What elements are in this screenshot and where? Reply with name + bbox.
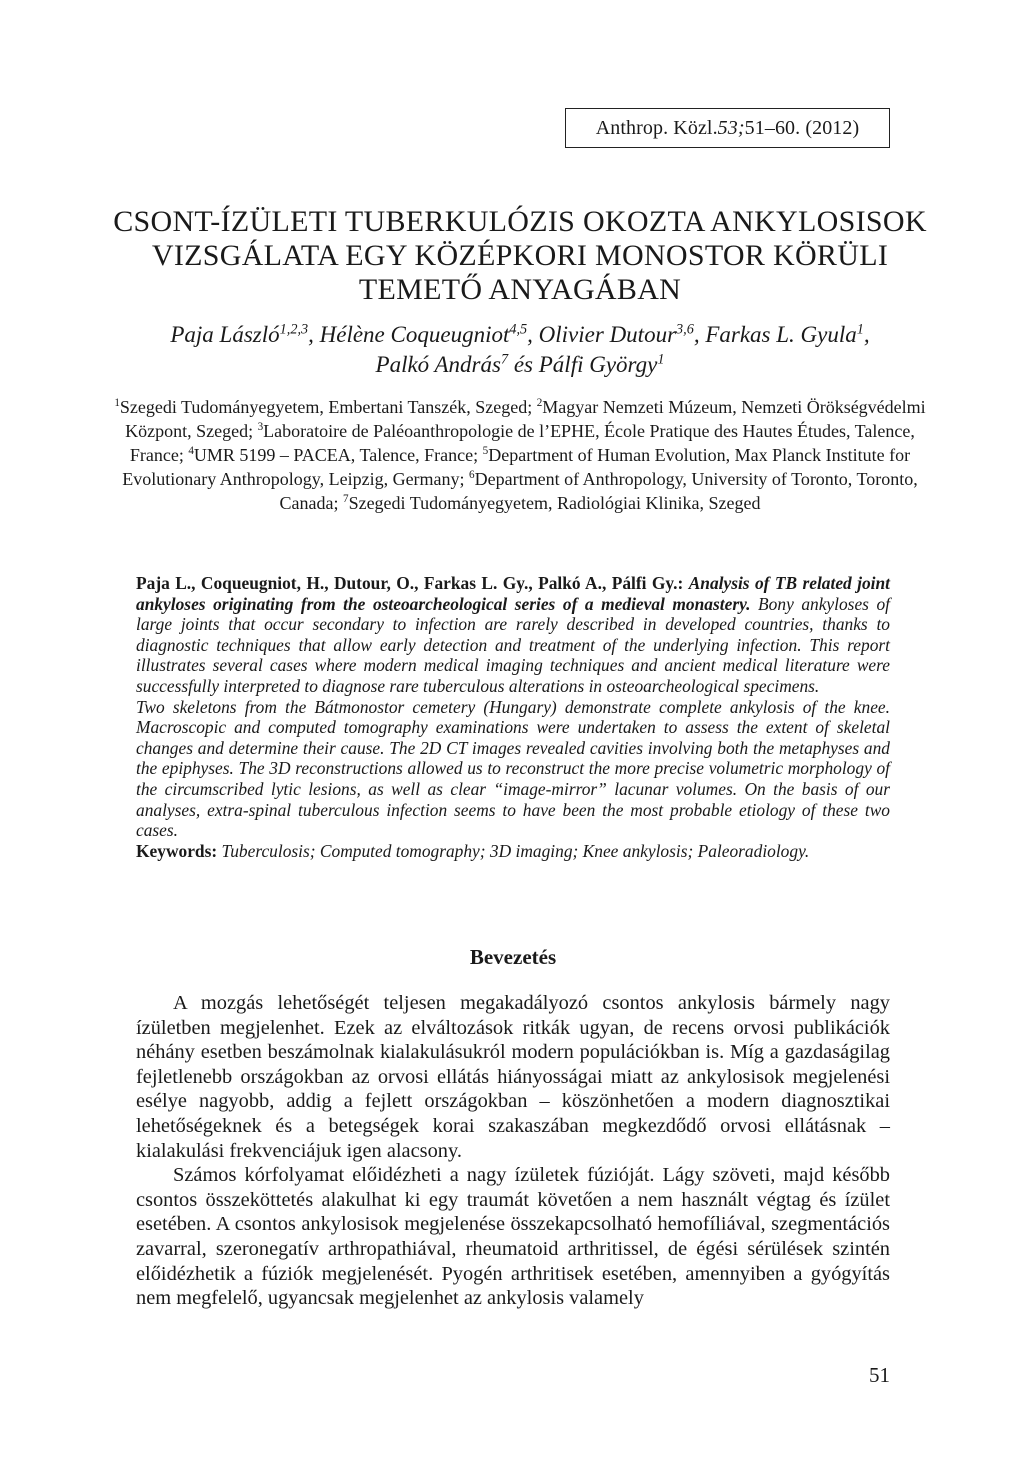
author-sep: ,	[863, 322, 870, 347]
author-name: Farkas L. Gyula	[705, 322, 857, 347]
author-sep: ,	[308, 322, 320, 347]
author-name: Olivier Dutour	[538, 322, 677, 347]
article-title	[100, 205, 940, 307]
keywords	[136, 841, 890, 862]
abstract-paragraph-1	[136, 573, 890, 697]
abstract-paragraph-2: Two skeletons from the Bátmonostor cemetery (Hungary) demonstrate complete ankylosis of the knee. Macroscopic and computed tomography examinations were undertaken to assess the extent of skeletal changes and determine their cause. The 2D CT images revealed cavities involving both the metaphyses and the epiphyses. The 3D reconstructions allowed us to reconstruct the more precise volumetric morphology of the circumscribed lytic lesions, as well as clear “image-mirror” lacunar volumes. On the basis of our analyses, extra-spinal tuberculous infection seems to have been the most probable etiology of these two cases.	[136, 696, 890, 841]
author-affil-sup: 1,2,3	[279, 321, 309, 338]
affiliation-number: 4	[188, 445, 194, 457]
affiliation-text: Laboratoire de Paléoanthropologie de l’EPHE, École Pratique des Hautes Études, Talence, France;	[129, 421, 915, 465]
author-sep: ,	[527, 322, 539, 347]
author-name: Palkó András	[375, 352, 501, 377]
author-affil-sup: 1	[856, 321, 864, 338]
author-affil-sup: 3,6	[676, 321, 694, 338]
abstract-text-1: Bony ankyloses of large joints that occur secondary to infection are rarely described in developed countries, thanks to diagnostic techniques that allow early detection and treatment of the underlying infection. This report illustrates several cases where modern medical imaging techniques and ancient medical literature were successfully interpreted to diagnose rare tuberculous alterations in osteoarcheological specimens.	[136, 593, 891, 696]
title-line-1: CSONT-ÍZÜLETI TUBERKULÓZIS OKOZTA ANKYLOSISOK	[113, 205, 927, 238]
section-heading: Bevezetés	[469, 945, 557, 969]
author-sep: ,	[693, 322, 706, 347]
journal-ref-prefix: Anthrop. Közl.	[595, 116, 718, 139]
affiliation-list	[100, 395, 940, 515]
affiliation-number: 7	[342, 493, 349, 505]
affiliation-text: Department of Anthropology, University of Toronto, Toronto, Canada;	[279, 469, 918, 513]
body-paragraph-2: Számos kórfolyamat előidézheti a nagy ízületek fúzióját. Lágy szöveti, majd később csontos összeköttetés alakulhat ki egy traumát követően a nem használt végtag és ízület esetében. A csontos ankylosisok megjelenése összekapcsolható hemofíliával, szegmentációs zavarral, szeronegatív arthropathiával, rheumatoid arthritissel, de égési sérülések szintén előidézhetik a fúziók megjelenését. Pyogén arthritisek esetében, amennyiben a gyógyítás nem megfelelő, ugyancsak megjelenhet az ankylosis valamely	[136, 1164, 890, 1310]
affiliation-number: 1	[114, 397, 120, 409]
affiliation-text: Department of Human Evolution, Max Planck Institute for Evolutionary Anthropology, Leipzig, Germany;	[122, 445, 911, 489]
author-name: Paja László	[170, 322, 280, 347]
author-sep: és	[508, 352, 539, 377]
title-line-3: TEMETŐ ANYAGÁBAN	[358, 273, 682, 306]
affiliation-number: 2	[536, 397, 543, 409]
keywords-label: Keywords:	[136, 840, 218, 861]
author-list	[100, 320, 940, 380]
keywords-list: Tuberculosis; Computed tomography; 3D imaging; Knee ankylosis; Paleoradiology.	[217, 840, 810, 861]
author-name: Pálfi György	[538, 352, 658, 377]
affiliation-text: Magyar Nemzeti Múzeum, Nemzeti Örökségvédelmi Központ, Szeged;	[125, 397, 926, 441]
citation-authors: Paja L., Coqueugniot, H., Dutour, O., Farkas L. Gy., Palkó A., Pálfi Gy.:	[136, 573, 689, 593]
author-name: Hélène Coqueugniot	[319, 322, 510, 347]
author-affil-sup: 7	[500, 351, 509, 368]
author-affil-sup: 4,5	[509, 321, 528, 338]
author-affil-sup: 1	[657, 351, 665, 368]
body-paragraph-1: A mozgás lehetőségét teljesen megakadályozó csontos ankylosis bármely nagy ízületben megjelenhet. Ezek az elváltozások ritkák ugyan, de recens orvosi publikációk néhány esetben beszámolnak kialakulásukról modern populációkban is. Míg a gazdaságilag fejletlenebb országokban az orvosi ellátás hiányosságai miatt az ankylosisok megjelenési esélye nagyobb, addig a fejlett országokban – köszönhetően a modern diagnosztikai lehetőségeknek és a betegségek korai szakaszában megkezdődő orvosi ellátásnak – kialakulási frekvenciájuk igen alacsony.	[136, 992, 890, 1162]
title-line-2: VIZSGÁLATA EGY KÖZÉPKORI MONOSTOR KÖRÜLI	[151, 239, 889, 272]
affiliation-number: 5	[482, 445, 489, 457]
journal-reference	[565, 108, 890, 148]
affiliation-number: 3	[257, 421, 264, 433]
body-text	[136, 991, 890, 1311]
affiliation-text: Szegedi Tudományegyetem, Radiológiai Klinika, Szeged	[348, 493, 761, 513]
affiliation-number: 6	[469, 469, 475, 481]
journal-ref-pages: 51–60. (2012)	[744, 116, 860, 139]
abstract	[136, 573, 890, 861]
page-number: 51	[869, 1363, 890, 1387]
citation-title: Analysis of TB related joint ankyloses originating from the osteoarcheological series of a medieval monastery.	[136, 573, 890, 614]
affiliation-text: Szegedi Tudományegyetem, Embertani Tanszék, Szeged;	[119, 397, 537, 417]
affiliation-text: UMR 5199 – PACEA, Talence, France;	[193, 445, 483, 465]
journal-ref-volume: 53;	[717, 116, 745, 139]
